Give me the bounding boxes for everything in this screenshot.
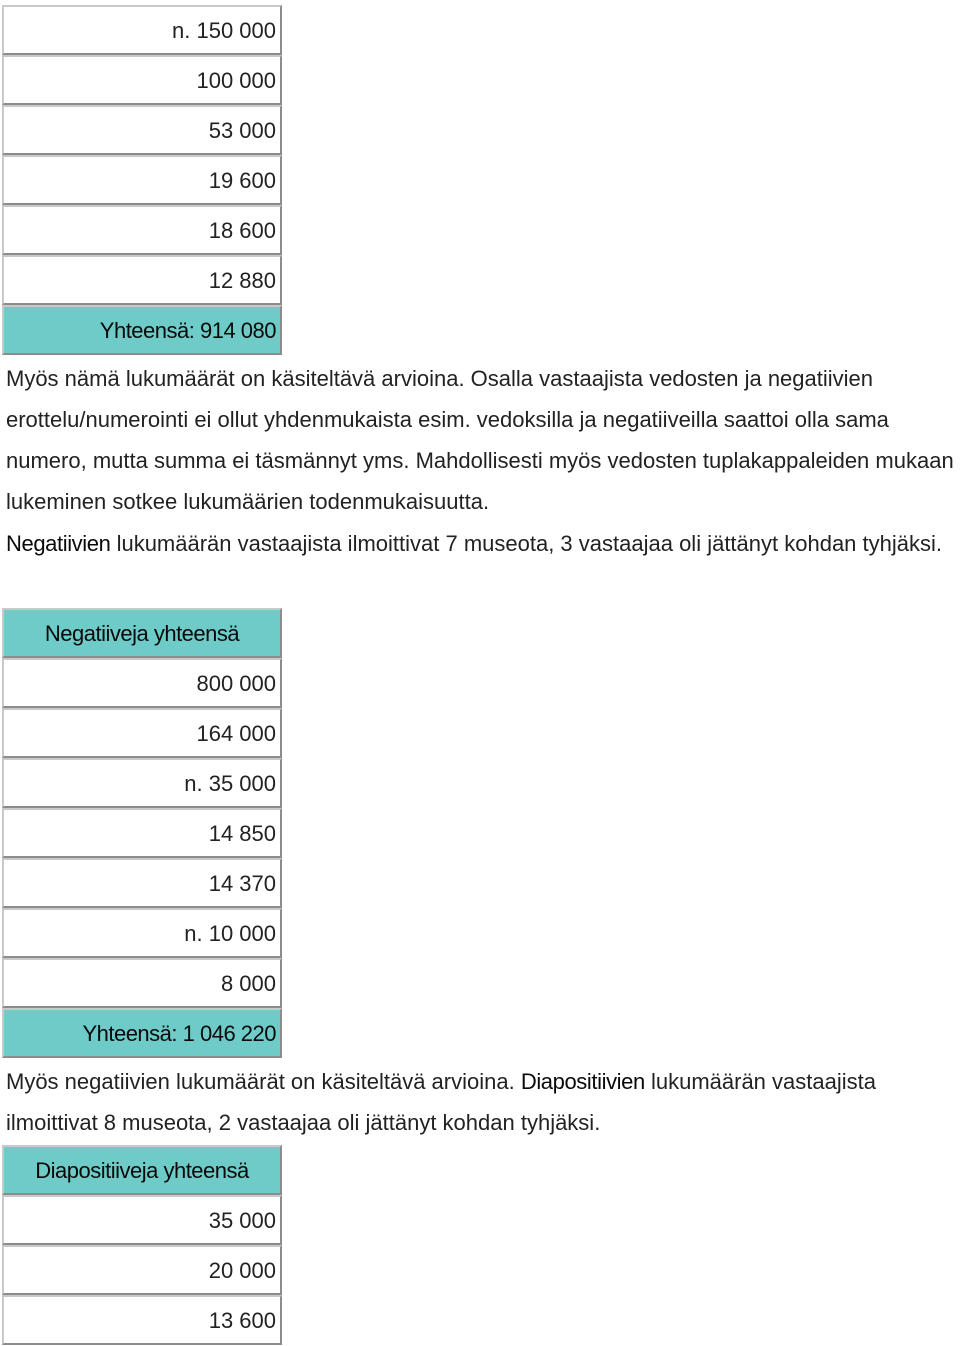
table-row: n. 150 000 <box>2 5 282 55</box>
table-row: 14 370 <box>2 858 282 908</box>
paragraph-negatives-intro <box>6 523 956 564</box>
table-row: 8 000 <box>2 958 282 1008</box>
paragraph-slides-intro <box>6 1061 956 1143</box>
paragraph-text: lukumäärän vastaajista ilmoittivat 7 museota, 3 vastaajaa oli jättänyt kohdan tyhjäksi. <box>110 531 942 556</box>
table-header: Diapositiiveja yhteensä <box>2 1145 282 1195</box>
table-row: 800 000 <box>2 658 282 708</box>
slides-table <box>2 1145 284 1345</box>
table-row: 19 600 <box>2 155 282 205</box>
table-row: 100 000 <box>2 55 282 105</box>
totals-table-1 <box>2 5 284 355</box>
table-header: Negatiiveja yhteensä <box>2 608 282 658</box>
table-row: 18 600 <box>2 205 282 255</box>
paragraph-text: Myös negatiivien lukumäärät on käsiteltävä arvioina. <box>6 1069 521 1094</box>
table-total-row: Yhteensä: 1 046 220 <box>2 1008 282 1058</box>
table-row: n. 35 000 <box>2 758 282 808</box>
paragraph-text: Myös nämä lukumäärät on käsiteltävä arvioina. Osalla vastaajista vedosten ja negatiivien erottelu/numerointi ei ollut yhdenmukaista esim. vedoksilla ja negatiiveilla saattoi olla sama numero, mutta summa ei täsmännyt yms. Mahdollisesti myös vedosten tuplakappaleiden mukaan lukeminen sotkee lukumäärien todenmukaisuutta. <box>6 366 954 514</box>
table-row: 164 000 <box>2 708 282 758</box>
table-row: n. 10 000 <box>2 908 282 958</box>
table-row: 14 850 <box>2 808 282 858</box>
negatives-term: Negatiivien <box>6 531 111 556</box>
table-row: 12 880 <box>2 255 282 305</box>
paragraph-text: lukumäärän vastaajista ilmoittivat 8 museota, 2 vastaajaa oli jättänyt kohdan tyhjäksi. <box>6 1069 876 1135</box>
table-total-row: Yhteensä: 914 080 <box>2 305 282 355</box>
table-row: 53 000 <box>2 105 282 155</box>
table-row: 35 000 <box>2 1195 282 1245</box>
negatives-table <box>2 608 284 1058</box>
table-row: 13 600 <box>2 1295 282 1345</box>
paragraph-estimates-note <box>6 358 956 522</box>
slides-term: Diapositiivien <box>520 1069 645 1094</box>
table-row: 20 000 <box>2 1245 282 1295</box>
